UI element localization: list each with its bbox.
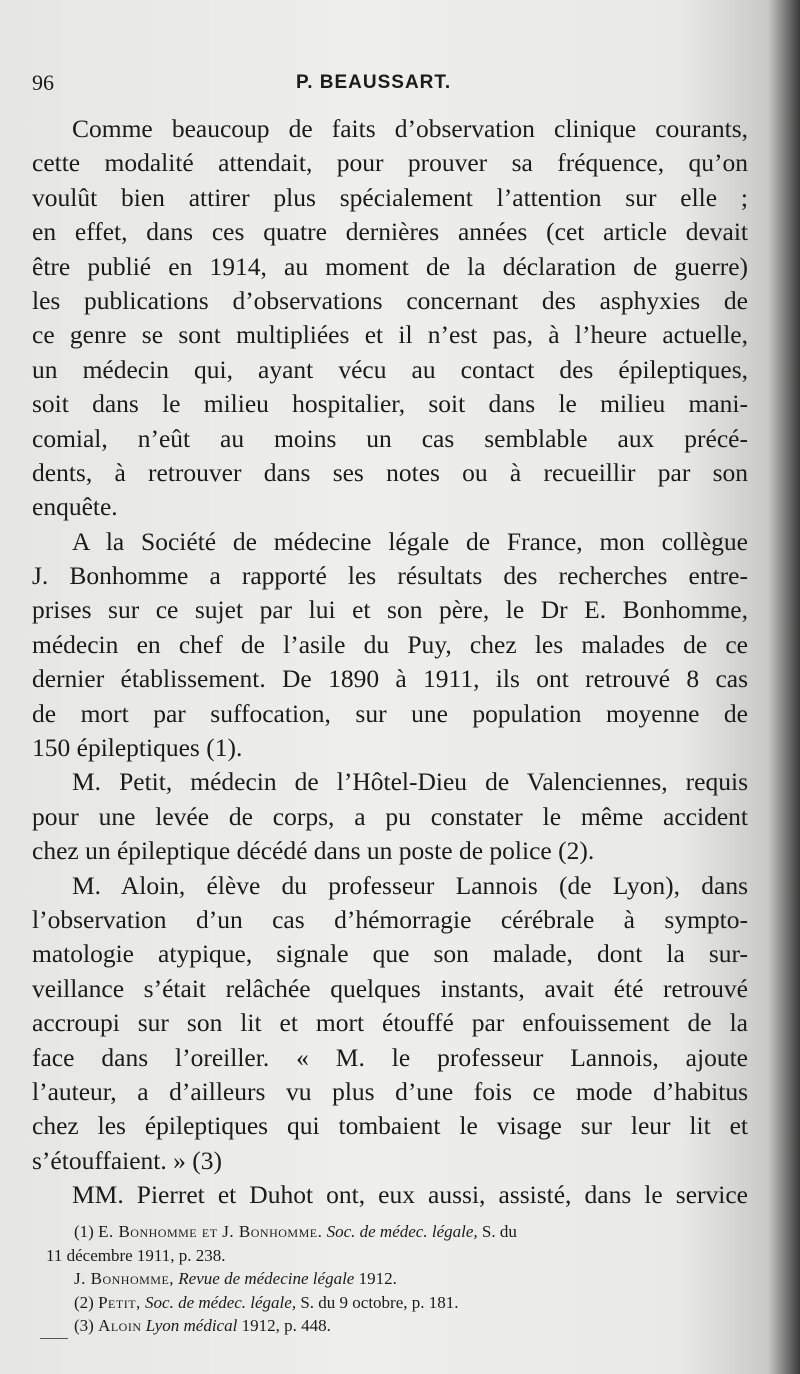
footnote-authors: E. Bonhomme et J. Bonhomme. (98, 1222, 323, 1241)
text-line: comial, n’eût au moins un cas semblable aux précé- (32, 423, 748, 453)
text-line: médecin en chef de l’asile du Puy, chez les malades de ce (32, 629, 748, 659)
footnote-journal: Soc. de médec. légale, (145, 1292, 297, 1312)
page-header (32, 70, 760, 100)
text-line: prises sur ce sujet par lui et son père, le Dr E. Bonhomme, (32, 595, 748, 625)
text-line: dents, à retrouver dans ses notes ou à recueillir par son (32, 457, 748, 487)
footnote-1-extra (46, 1267, 748, 1291)
text-line: voulût bien attirer plus spécialement l’attention sur elle ; (32, 182, 748, 212)
footnote-journal: Revue de médecine légale (178, 1269, 355, 1288)
footnote-rest: 1912. (358, 1269, 397, 1288)
text-line: l’auteur, a d’ailleurs vu plus d’une fois ce mode d’habitus (32, 1076, 748, 1106)
footnote-mark: (1) (74, 1222, 94, 1241)
text-line: accroupi sur son lit et mort étouffé par enfouissement de la (32, 1008, 748, 1038)
running-head: P. BEAUSSART. (296, 72, 452, 93)
text-line: Comme beaucoup de faits d’observation clinique courants, (72, 114, 748, 143)
footnote-author: Petit, (98, 1292, 141, 1312)
footnote-mark: (3) (74, 1316, 94, 1335)
footnote-rest: 1912, p. 448. (241, 1316, 331, 1335)
text-line: A la Société de médecine légale de France, mon collègue (72, 526, 748, 556)
text-line: soit dans le milieu hospitalier, soit dans le milieu mani- (32, 389, 748, 419)
text-line: MM. Pierret et Duhot ont, eux aussi, assisté, dans le service (72, 1180, 748, 1210)
text-line: ce genre se sont multipliées et il n’est pas, à l’heure actuelle, (32, 320, 748, 350)
footnote-journal: Lyon médical (145, 1316, 238, 1335)
footnote-1-continued: 11 décembre 1911, p. 238. (46, 1245, 226, 1265)
text-line: enquête. (32, 492, 118, 522)
text-line: M. Aloin, élève du professeur Lannois (de Lyon), dans (72, 870, 748, 900)
text-line: face dans l’oreiller. « M. le professeur Lannois, ajoute (32, 1042, 748, 1072)
text-line: un médecin qui, ayant vécu au contact des épileptiques, (32, 354, 748, 384)
text-line: J. Bonhomme a rapporté les résultats des recherches entre- (32, 561, 748, 591)
text-line: matologie atypique, signale que son malade, dont la sur- (32, 939, 748, 969)
text-line: cette modalité attendait, pour prouver sa fréquence, qu’on (32, 148, 748, 178)
text-line: s’étouffaient. » (3) (32, 1145, 223, 1175)
footnote-mark: (2) (74, 1292, 94, 1312)
footnote-rest: S. du 9 octobre, p. 181. (300, 1292, 459, 1312)
text-line: pour une levée de corps, a pu constater le même accident (32, 801, 748, 831)
footnote-2 (46, 1291, 748, 1315)
text-line: dernier établissement. De 1890 à 1911, ils ont retrouvé 8 cas (32, 664, 748, 694)
text-line: de mort par suffocation, sur une population moyenne de (32, 698, 748, 728)
text-line: chez un épileptique décédé dans un poste de police (2). (32, 836, 595, 866)
footnote-journal: Soc. de médec. légale, (326, 1222, 478, 1241)
footnote-author: J. Bonhomme, (74, 1269, 175, 1288)
text-line: en effet, dans ces quatre dernières années (cet article devait (32, 217, 748, 247)
footnote-rest: S. du (481, 1222, 517, 1241)
text-line: être publié en 1914, au moment de la déclaration de guerre) (32, 251, 748, 281)
body-text (32, 112, 748, 1213)
footnotes (46, 1220, 748, 1338)
text-line: 150 épileptiques (1). (32, 733, 243, 763)
page-number: 96 (32, 70, 54, 95)
text-line: M. Petit, médecin de l’Hôtel-Dieu de Valenciennes, requis (72, 767, 748, 797)
footnote-1 (46, 1220, 748, 1244)
footnote-author: Aloin (98, 1316, 142, 1335)
text-line: les publications d’observations concernant des asphyxies de (32, 285, 748, 315)
footnote-3 (46, 1314, 748, 1338)
text-line: chez les épileptiques qui tombaient le visage sur leur lit et (32, 1111, 748, 1141)
text-line: veillance s’était relâchée quelques instants, avait été retrouvé (32, 973, 748, 1003)
text-line: l’observation d’un cas d’hémorragie cérébrale à sympto- (32, 904, 748, 934)
footnote-end-rule (40, 1338, 68, 1339)
